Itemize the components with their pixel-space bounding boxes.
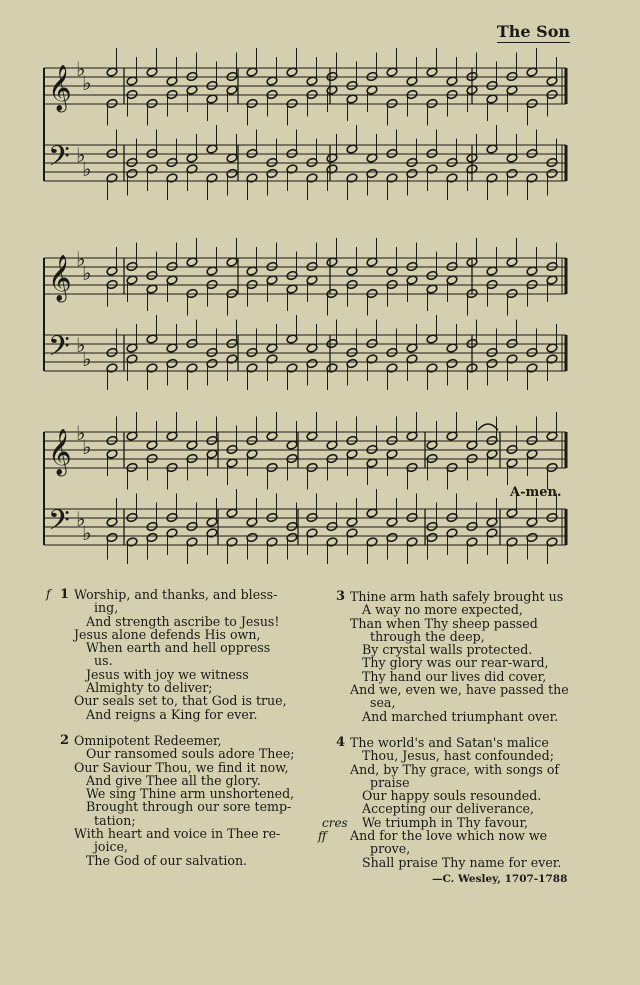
- verse-number-1: 1: [60, 587, 70, 602]
- key-flat-icon: ♭: [76, 507, 86, 531]
- bass-clef-icon: 𝄢: [48, 504, 70, 544]
- key-flat-icon: ♭: [82, 347, 92, 371]
- key-flat-icon: ♭: [82, 261, 92, 285]
- dynamic-mark-f: f: [46, 587, 51, 601]
- treble-clef-icon: 𝄞: [48, 65, 72, 111]
- amen-label: A-men.: [510, 485, 562, 500]
- verse-2-text: Omnipotent Redeemer, Our ransomed souls adore Thee; Our Saviour Thou, we find it now, And give Thee all the glory. We sing Thine arm unshortened, Brought through our sore temp- tation; With heart and voice in Thee re- joice, The God of our salvation.: [74, 733, 295, 868]
- key-flat-icon: ♭: [76, 333, 86, 357]
- fermata-icon: [478, 424, 498, 430]
- key-flat-icon: ♭: [82, 71, 92, 95]
- dynamic-mark-ff: ff: [318, 829, 327, 843]
- verse-3-text: Thine arm hath safely brought us A way no more expected, Than when Thy sheep passed through the deep, By crystal walls protected. Thy glory was our rear-ward, Thy hand our lives did cover, And we, even we, have passed the sea, And marched triumphant over.: [350, 589, 569, 724]
- verse-number-2: 2: [60, 733, 70, 748]
- treble-clef-icon: 𝄞: [48, 255, 72, 301]
- key-flat-icon: ♭: [76, 143, 86, 167]
- key-flat-icon: ♭: [76, 421, 86, 445]
- key-flat-icon: ♭: [82, 435, 92, 459]
- bass-clef-icon: 𝄢: [48, 140, 70, 180]
- author-credit: —C. Wesley, 1707-1788: [432, 873, 568, 885]
- key-flat-icon: ♭: [82, 157, 92, 181]
- page-header-title: The Son: [496, 22, 570, 41]
- key-flat-icon: ♭: [82, 521, 92, 545]
- treble-clef-icon: 𝄞: [48, 429, 72, 475]
- verse-number-3: 3: [336, 589, 346, 604]
- key-flat-icon: ♭: [76, 57, 86, 81]
- verse-number-4: 4: [336, 735, 346, 750]
- key-flat-icon: ♭: [76, 247, 86, 271]
- bass-clef-icon: 𝄢: [48, 330, 70, 370]
- dynamic-mark-cres: cres: [322, 816, 348, 830]
- verse-1-text: Worship, and thanks, and bless- ing, And strength ascribe to Jesus! Jesus alone defends His own, When earth and hell oppress us. Jesus with joy we witness Almighty to deliver; Our seals set to, that God is true, And reigns a King for ever.: [74, 587, 287, 722]
- verse-4-text: The world's and Satan's malice Thou, Jesus, hast confounded; And, by Thy grace, with songs of praise Our happy souls resounded. Accepting our deliverance, We triumph in Thy favour, And for the love which now we prove, Shall praise Thy name for ever.: [350, 735, 562, 870]
